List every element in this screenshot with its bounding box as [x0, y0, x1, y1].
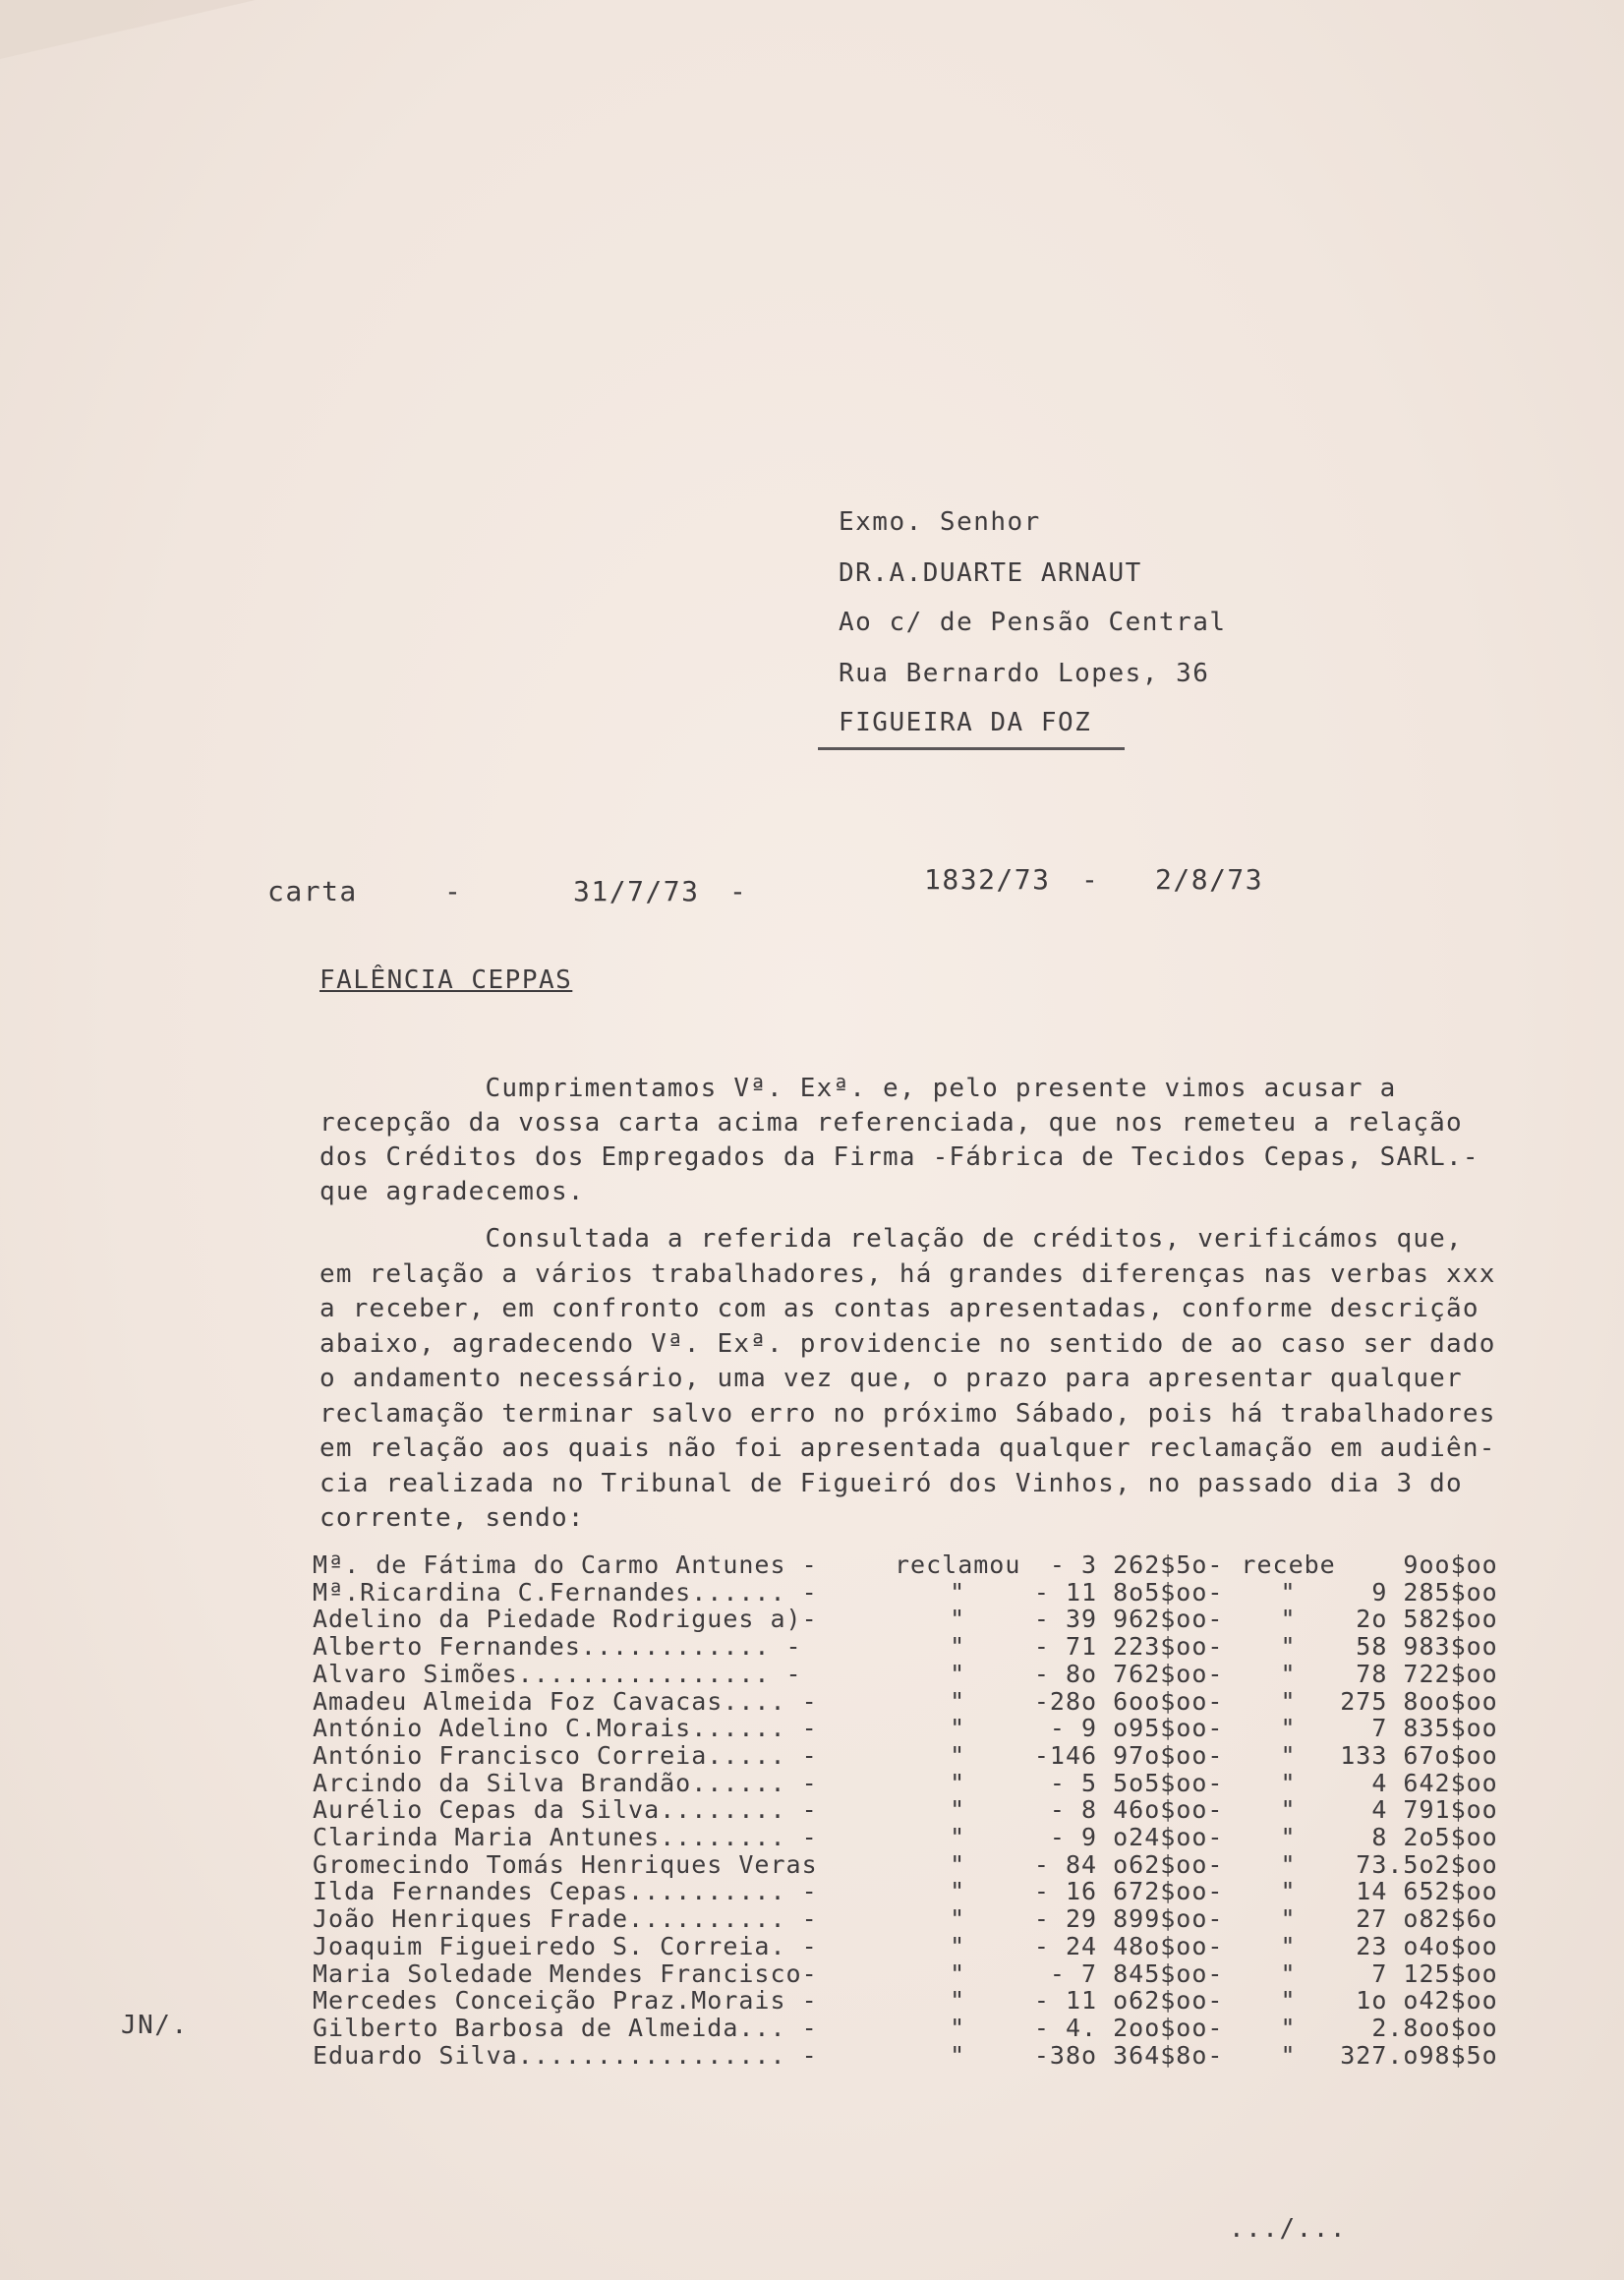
claim-received: 327.o98$5o — [1340, 2040, 1498, 2070]
claim-col2: " — [950, 1686, 966, 1716]
reference-dash-2: - — [729, 875, 748, 907]
claim-received: 7 125$oo — [1371, 1958, 1498, 1988]
claim-claimed: - 5 5o5$oo — [1049, 1768, 1208, 1797]
claim-name: Adelino da Piedade Rodrigues a)- — [313, 1605, 818, 1634]
claim-name: António Francisco Correia..... - — [313, 1740, 818, 1770]
reference-date-2: 2/8/73 — [1155, 863, 1264, 896]
continuation-mark: .../... — [1229, 2214, 1348, 2244]
claim-received: 1o o42$oo — [1356, 1986, 1498, 2016]
reference-label: carta — [267, 875, 358, 907]
claim-received: 133 67o$oo — [1340, 1740, 1498, 1770]
claim-name: Joaquim Figueiredo S. Correia. - — [313, 1931, 818, 1960]
claim-sep: - — [1207, 1768, 1224, 1797]
claim-claimed: - 29 899$oo — [1033, 1904, 1208, 1934]
table-row — [313, 2042, 1498, 2070]
table-row — [313, 1579, 1498, 1607]
claim-claimed: - 84 o62$oo — [1033, 1849, 1208, 1879]
table-row — [313, 1878, 1498, 1905]
claim-name: Aurélio Cepas da Silva........ - — [313, 1795, 818, 1825]
claim-col2: " — [950, 1795, 966, 1825]
claim-received: 9oo$oo — [1403, 1550, 1498, 1579]
claim-name: Gilberto Barbosa de Almeida... - — [313, 2013, 818, 2042]
claim-name: Mª. de Fátima do Carmo Antunes - — [313, 1550, 818, 1579]
table-row — [313, 2015, 1498, 2042]
claim-claimed: - 3 262$5o — [1049, 1550, 1208, 1579]
table-row — [313, 1905, 1498, 1933]
claim-received: 14 652$oo — [1356, 1877, 1498, 1906]
claim-received: 8 2o5$oo — [1371, 1823, 1498, 1852]
claim-sep: - — [1207, 1577, 1224, 1607]
claim-col5: " — [1280, 1714, 1297, 1743]
claim-name: António Adelino C.Morais...... - — [313, 1714, 818, 1743]
typist-initials: JN/. — [121, 2011, 189, 2040]
claim-col5: " — [1280, 1577, 1297, 1607]
claim-col5: " — [1280, 1659, 1297, 1688]
paragraph-line: abaixo, agradecendo Vª. Exª. providencie no sentido de ao caso ser dado — [319, 1328, 1496, 1359]
claim-received: 2.8oo$oo — [1371, 2013, 1498, 2042]
address-underline — [818, 747, 1125, 750]
claim-received: 23 o4o$oo — [1356, 1931, 1498, 1960]
claim-received: 4 791$oo — [1371, 1795, 1498, 1825]
claim-claimed: -38o 364$8o — [1033, 2040, 1208, 2070]
claim-sep: - — [1207, 1958, 1224, 1988]
claim-claimed: -28o 6oo$oo — [1033, 1686, 1208, 1716]
claim-col5: " — [1280, 1823, 1297, 1852]
claim-name: Gromecindo Tomás Henriques Veras — [313, 1849, 818, 1879]
addressee-city: FIGUEIRA DA FOZ — [839, 708, 1092, 737]
paragraph-line: corrente, sendo: — [319, 1503, 585, 1533]
claim-col5: " — [1280, 1849, 1297, 1879]
claim-received: 7 835$oo — [1371, 1714, 1498, 1743]
paragraph-line: em relação a vários trabalhadores, há grandes diferenças nas verbas xxx — [319, 1258, 1496, 1289]
claim-received: 275 8oo$oo — [1340, 1686, 1498, 1716]
claim-col2: " — [950, 1577, 966, 1607]
claim-col5: " — [1280, 1740, 1297, 1770]
claim-col5: " — [1280, 1877, 1297, 1906]
claim-name: Amadeu Almeida Foz Cavacas.... - — [313, 1686, 818, 1716]
claim-claimed: - 16 672$oo — [1033, 1877, 1208, 1906]
claim-name: Arcindo da Silva Brandão...... - — [313, 1768, 818, 1797]
claim-col2: " — [950, 1714, 966, 1743]
claim-claimed: - 71 223$oo — [1033, 1632, 1208, 1662]
claim-col2: " — [950, 1986, 966, 2016]
claim-claimed: - 4. 2oo$oo — [1033, 2013, 1208, 2042]
paragraph-line: o andamento necessário, uma vez que, o prazo para apresentar qualquer — [319, 1364, 1463, 1393]
claim-sep: - — [1207, 1904, 1224, 1934]
claim-claimed: - 8 46o$oo — [1049, 1795, 1208, 1825]
claim-col2: " — [950, 1931, 966, 1960]
claim-name: Mª.Ricardina C.Fernandes...... - — [313, 1577, 818, 1607]
claim-col2: " — [950, 2013, 966, 2042]
torn-corner — [0, 0, 256, 59]
addressee-salutation: Exmo. Senhor — [839, 507, 1041, 537]
claim-sep: - — [1207, 1986, 1224, 2016]
claim-col5: " — [1280, 2040, 1297, 2070]
table-row — [313, 1960, 1498, 1988]
paragraph-line: Cumprimentamos Vª. Exª. e, pelo presente vimos acusar a — [319, 1074, 1397, 1103]
claim-received: 73.5o2$oo — [1356, 1849, 1498, 1879]
claim-name: Mercedes Conceição Praz.Morais - — [313, 1986, 818, 2016]
claim-col2: reclamou — [895, 1550, 1021, 1579]
claim-col5: " — [1280, 2013, 1297, 2042]
claim-sep: - — [1207, 2040, 1224, 2070]
addressee-street: Rua Bernardo Lopes, 36 — [839, 659, 1210, 688]
addressee-name: DR.A.DUARTE ARNAUT — [839, 558, 1142, 588]
claim-claimed: - 7 845$oo — [1049, 1958, 1208, 1988]
claim-col5: " — [1280, 1986, 1297, 2016]
claim-sep: - — [1207, 1740, 1224, 1770]
claim-col5: " — [1280, 1605, 1297, 1634]
paragraph-line: a receber, em confronto com as contas apresentadas, conforme descrição — [319, 1294, 1479, 1323]
claim-col5: " — [1280, 1632, 1297, 1662]
paragraph-line: Consultada a referida relação de créditos, verificámos que, — [319, 1224, 1463, 1254]
table-row — [313, 1715, 1498, 1742]
claim-claimed: -146 97o$oo — [1033, 1740, 1208, 1770]
claim-col2: " — [950, 1605, 966, 1634]
claim-col5: " — [1280, 1768, 1297, 1797]
reference-dash-3: - — [1081, 863, 1100, 896]
claim-claimed: - 11 8o5$oo — [1033, 1577, 1208, 1607]
reference-date-1: 31/7/73 — [573, 875, 700, 907]
claim-received: 27 o82$6o — [1356, 1904, 1498, 1934]
table-row — [313, 1824, 1498, 1851]
claim-sep: - — [1207, 1605, 1224, 1634]
claim-received: 2o 582$oo — [1356, 1605, 1498, 1634]
claim-sep: - — [1207, 1550, 1224, 1579]
claim-claimed: - 9 o95$oo — [1049, 1714, 1208, 1743]
claim-sep: - — [1207, 1632, 1224, 1662]
claim-col5: " — [1280, 1958, 1297, 1988]
claim-col2: " — [950, 1958, 966, 1988]
claim-name: Eduardo Silva................. - — [313, 2040, 818, 2070]
claim-name: Clarinda Maria Antunes........ - — [313, 1823, 818, 1852]
table-row — [313, 1770, 1498, 1797]
claim-col5: " — [1280, 1904, 1297, 1934]
claim-name: Alvaro Simões................ - — [313, 1659, 802, 1688]
paragraph-line: recepção da vossa carta acima referenciada, que nos remeteu a relação — [319, 1108, 1463, 1138]
claim-claimed: - 8o 762$oo — [1033, 1659, 1208, 1688]
claim-claimed: - 39 962$oo — [1033, 1605, 1208, 1634]
claim-received: 58 983$oo — [1356, 1632, 1498, 1662]
claim-received: 78 722$oo — [1356, 1659, 1498, 1688]
addressee-care-of: Ao c/ de Pensão Central — [839, 608, 1227, 637]
claim-col2: " — [950, 1823, 966, 1852]
claim-sep: - — [1207, 1877, 1224, 1906]
table-row — [313, 1606, 1498, 1633]
reference-dash-1: - — [444, 875, 463, 907]
claim-claimed: - 11 o62$oo — [1033, 1986, 1208, 2016]
claim-col5: recebe — [1241, 1550, 1336, 1579]
claim-name: João Henriques Frade.......... - — [313, 1904, 818, 1934]
claim-sep: - — [1207, 1686, 1224, 1716]
claim-sep: - — [1207, 1849, 1224, 1879]
claim-received: 4 642$oo — [1371, 1768, 1498, 1797]
claims-table — [313, 1551, 1498, 2069]
table-row — [313, 1933, 1498, 1960]
claim-sep: - — [1207, 1714, 1224, 1743]
table-row — [313, 1551, 1498, 1579]
table-row — [313, 1688, 1498, 1716]
claim-claimed: - 24 48o$oo — [1033, 1931, 1208, 1960]
paragraph-2 — [319, 1222, 1496, 1537]
claim-col2: " — [950, 1659, 966, 1688]
claim-col2: " — [950, 1904, 966, 1934]
paragraph-line: cia realizada no Tribunal de Figueiró dos Vinhos, no passado dia 3 do — [319, 1468, 1463, 1498]
table-row — [313, 1987, 1498, 2015]
claim-sep: - — [1207, 1795, 1224, 1825]
paragraph-line: reclamação terminar salvo erro no próximo Sábado, pois há trabalhadores — [319, 1398, 1496, 1429]
claim-col2: " — [950, 1632, 966, 1662]
table-row — [313, 1661, 1498, 1688]
claim-col2: " — [950, 2040, 966, 2070]
paragraph-1 — [319, 1072, 1479, 1209]
claim-sep: - — [1207, 1931, 1224, 1960]
table-row — [313, 1633, 1498, 1661]
claim-name: Ilda Fernandes Cepas.......... - — [313, 1877, 818, 1906]
subject-heading: FALÊNCIA CEPPAS — [319, 965, 573, 995]
claim-col2: " — [950, 1849, 966, 1879]
paragraph-line: dos Créditos dos Empregados da Firma -Fábrica de Tecidos Cepas, SARL.- — [319, 1142, 1479, 1172]
table-row — [313, 1742, 1498, 1770]
claim-col5: " — [1280, 1795, 1297, 1825]
paragraph-line: em relação aos quais não foi apresentada qualquer reclamação em audiên- — [319, 1433, 1496, 1463]
claim-name: Maria Soledade Mendes Francisco- — [313, 1958, 818, 1988]
claim-received: 9 285$oo — [1371, 1577, 1498, 1607]
claim-claimed: - 9 o24$oo — [1049, 1823, 1208, 1852]
reference-number: 1832/73 — [924, 863, 1051, 896]
claim-col5: " — [1280, 1931, 1297, 1960]
claim-name: Alberto Fernandes............ - — [313, 1632, 802, 1662]
claim-col2: " — [950, 1768, 966, 1797]
claim-col2: " — [950, 1740, 966, 1770]
claim-sep: - — [1207, 2013, 1224, 2042]
table-row — [313, 1851, 1498, 1879]
claim-col5: " — [1280, 1686, 1297, 1716]
table-row — [313, 1796, 1498, 1824]
claim-sep: - — [1207, 1659, 1224, 1688]
paragraph-line: que agradecemos. — [319, 1177, 585, 1206]
claim-sep: - — [1207, 1823, 1224, 1852]
claim-col2: " — [950, 1877, 966, 1906]
